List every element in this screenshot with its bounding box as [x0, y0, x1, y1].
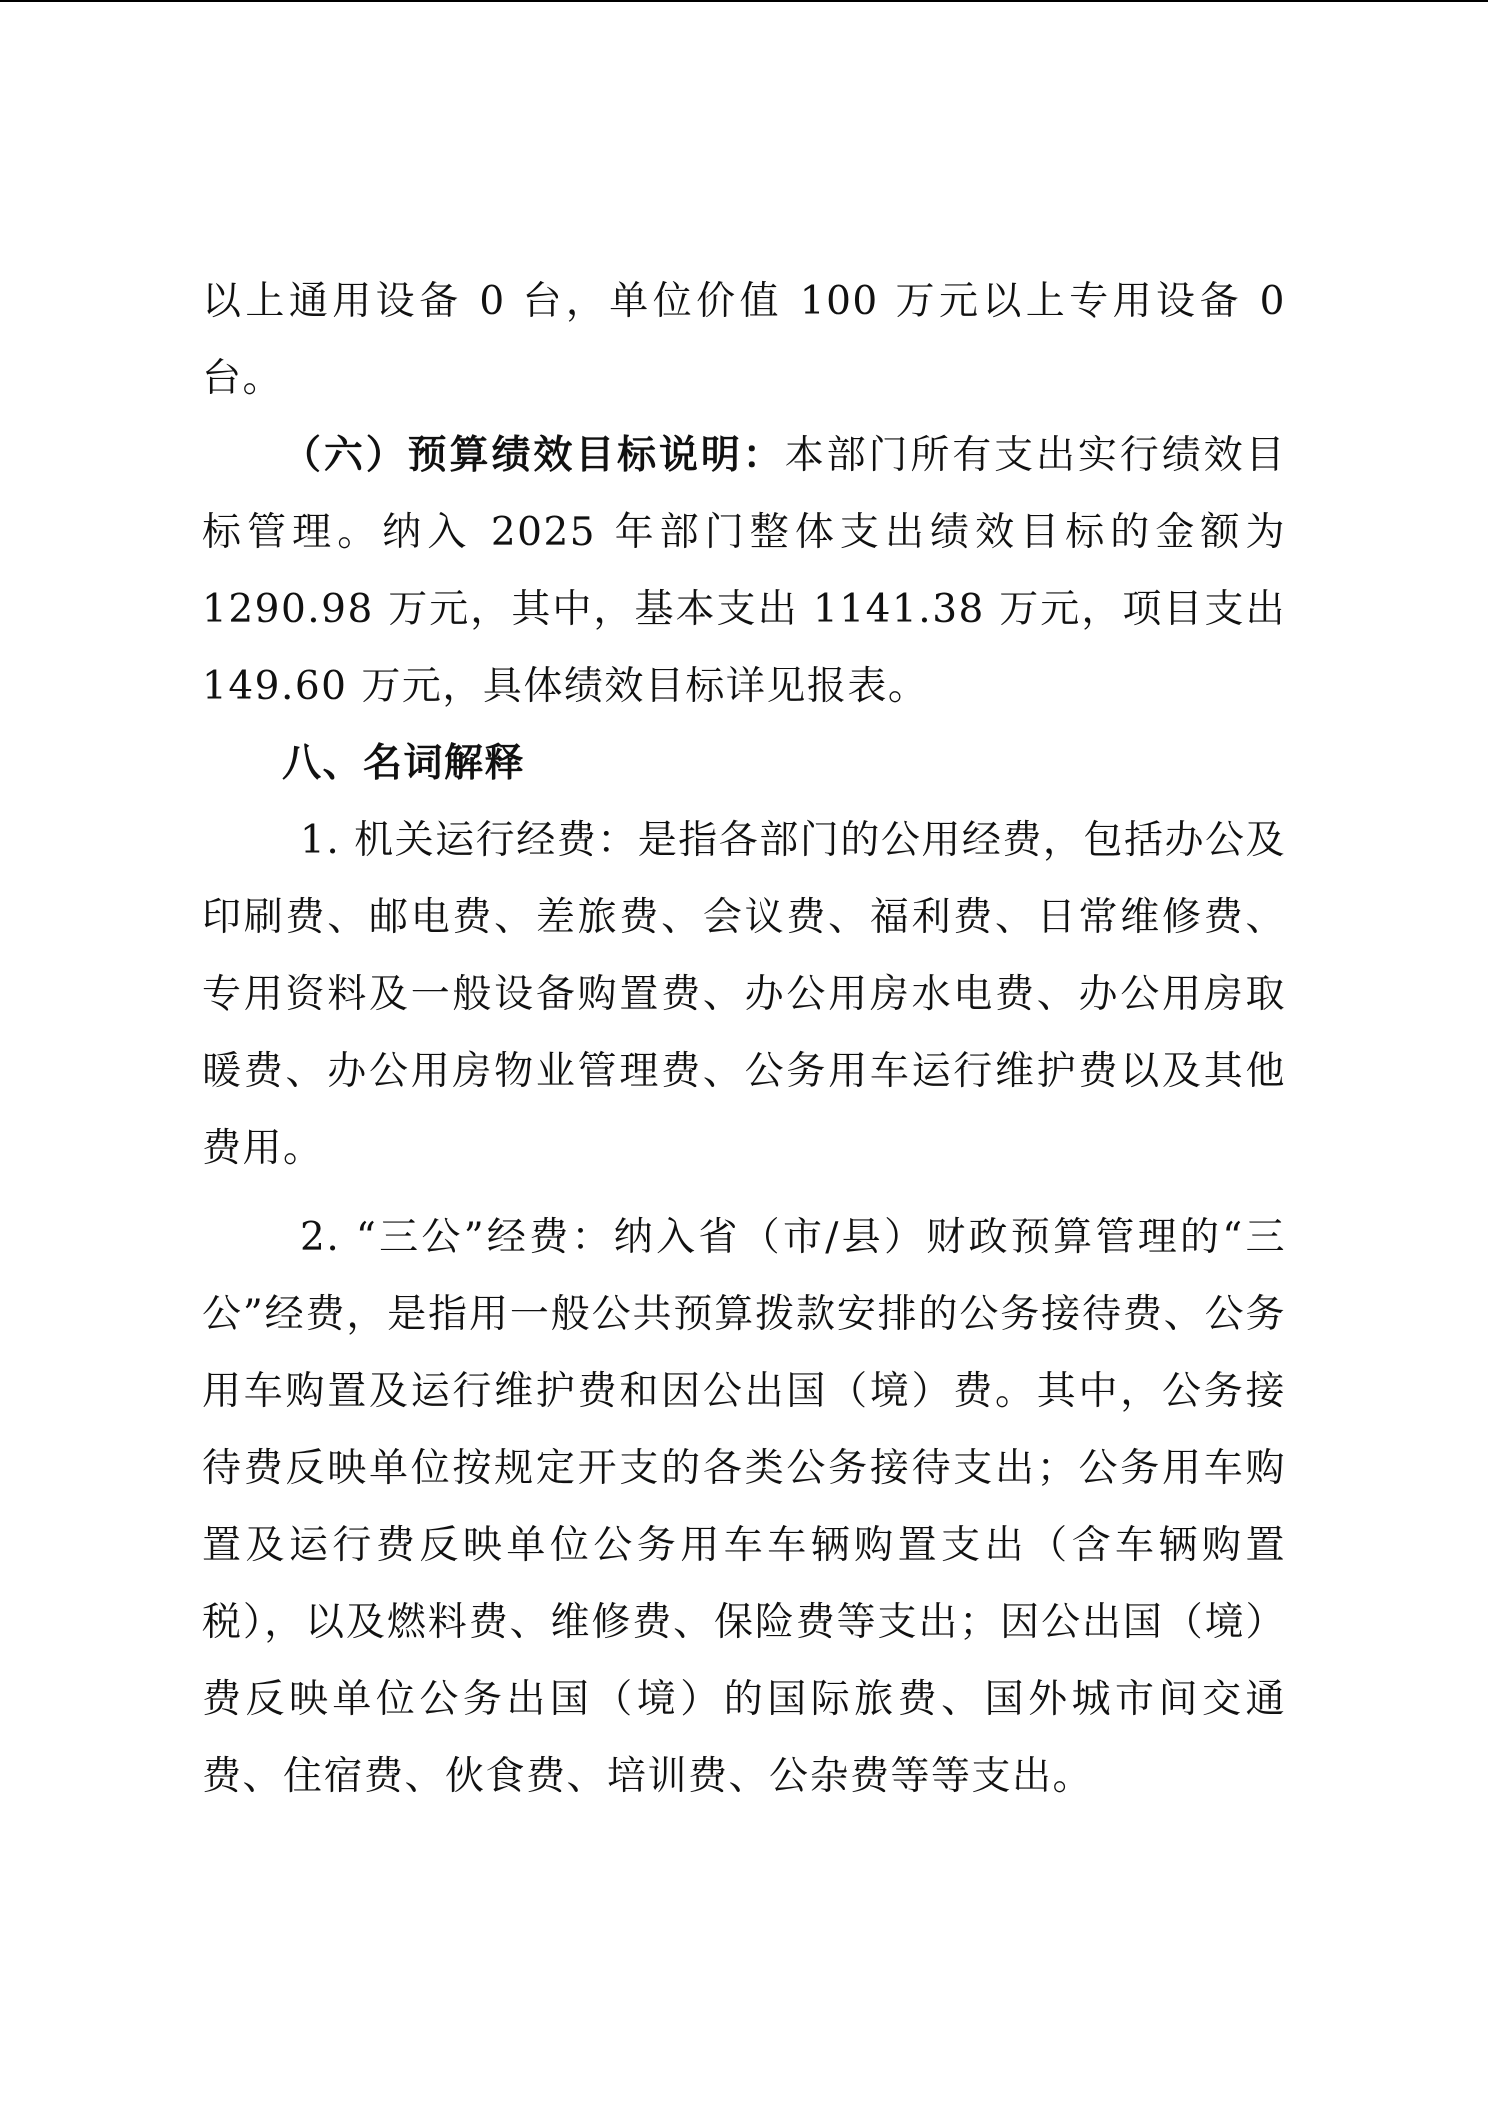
document-body — [202, 263, 1286, 1815]
performance-target-paragraph — [202, 417, 1286, 725]
page-top-border — [0, 0, 1488, 2]
performance-target-label: （六）预算绩效目标说明： — [282, 432, 785, 478]
term-operating-expenses: 1. 机关运行经费：是指各部门的公用经费，包括办公及印刷费、邮电费、差旅费、会议费、福利费、日常维修费、专用资料及一般设备购置费、办公用房水电费、办公用房取暖费、办公用房物业管理费、公务用车运行维护费以及其他费用。 — [202, 818, 1286, 1171]
term-three-public-expenses: 2. “三公”经费：纳入省（市/县）财政预算管理的“三公”经费，是指用一般公共预算拨款安排的公务接待费、公务用车购置及运行维护费和因公出国（境）费。其中，公务接待费反映单位按规定开支的各类公务接待支出；公务用车购置及运行费反映单位公务用车车辆购置支出（含车辆购置税），以及燃料费、维修费、保险费等支出；因公出国（境）费反映单位公务出国（境）的国际旅费、国外城市间交通费、住宿费、伙食费、培训费、公杂费等等支出。 — [202, 1215, 1286, 1799]
section-heading-glossary: 八、名词解释 — [282, 741, 526, 786]
performance-target-text: 本部门所有支出实行绩效目标管理。纳入 2025 年部门整体支出绩效目标的金额为 1290.98 万元，其中，基本支出 1141.38 万元，项目支出 149.60 万元，具体绩效目标详见报表。 — [202, 433, 1286, 709]
equipment-continuation-paragraph: 以上通用设备 0 台，单位价值 100 万元以上专用设备 0 台。 — [202, 279, 1286, 401]
